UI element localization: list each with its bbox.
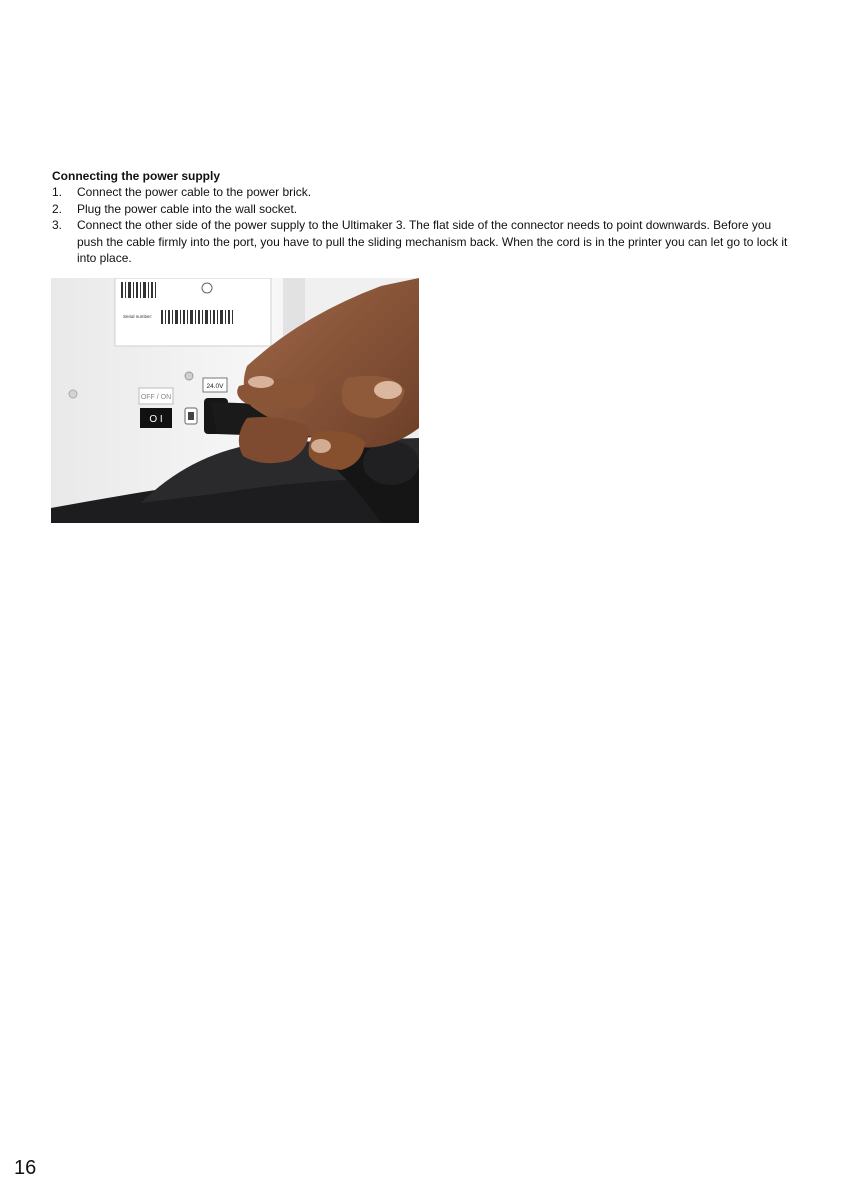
voltage-label: 24.0V <box>206 383 224 390</box>
step-number: 2. <box>52 201 63 216</box>
step-item <box>52 217 792 267</box>
page-number: 16 <box>14 1157 37 1179</box>
serial-label-text: Serial number: <box>123 314 153 319</box>
step-item <box>52 201 792 218</box>
step-text: Connect the power cable to the power brick. <box>77 185 312 199</box>
switch-symbols: O I <box>149 414 163 425</box>
serial-label <box>115 278 271 346</box>
step-item <box>52 184 792 201</box>
step-number: 1. <box>52 185 63 199</box>
step-text: Connect the other side of the power supply to the Ultimaker 3. The flat side of the connector needs to point downwards. Before you push the cable firmly into the port, you have to pull the sliding mechanism back. When the cord is in the printer you can let go to lock it into place. <box>77 218 788 265</box>
photo-illustration <box>51 278 419 523</box>
power-switch <box>139 388 173 428</box>
switch-label: OFF / ON <box>140 394 172 401</box>
step-text: Plug the power cable into the wall socket. <box>77 201 298 216</box>
section-heading: Connecting the power supply <box>52 169 221 183</box>
step-number: 3. <box>52 218 63 232</box>
steps-list <box>52 184 792 267</box>
power-supply-section <box>52 168 792 267</box>
power-connection-photo <box>51 278 419 523</box>
